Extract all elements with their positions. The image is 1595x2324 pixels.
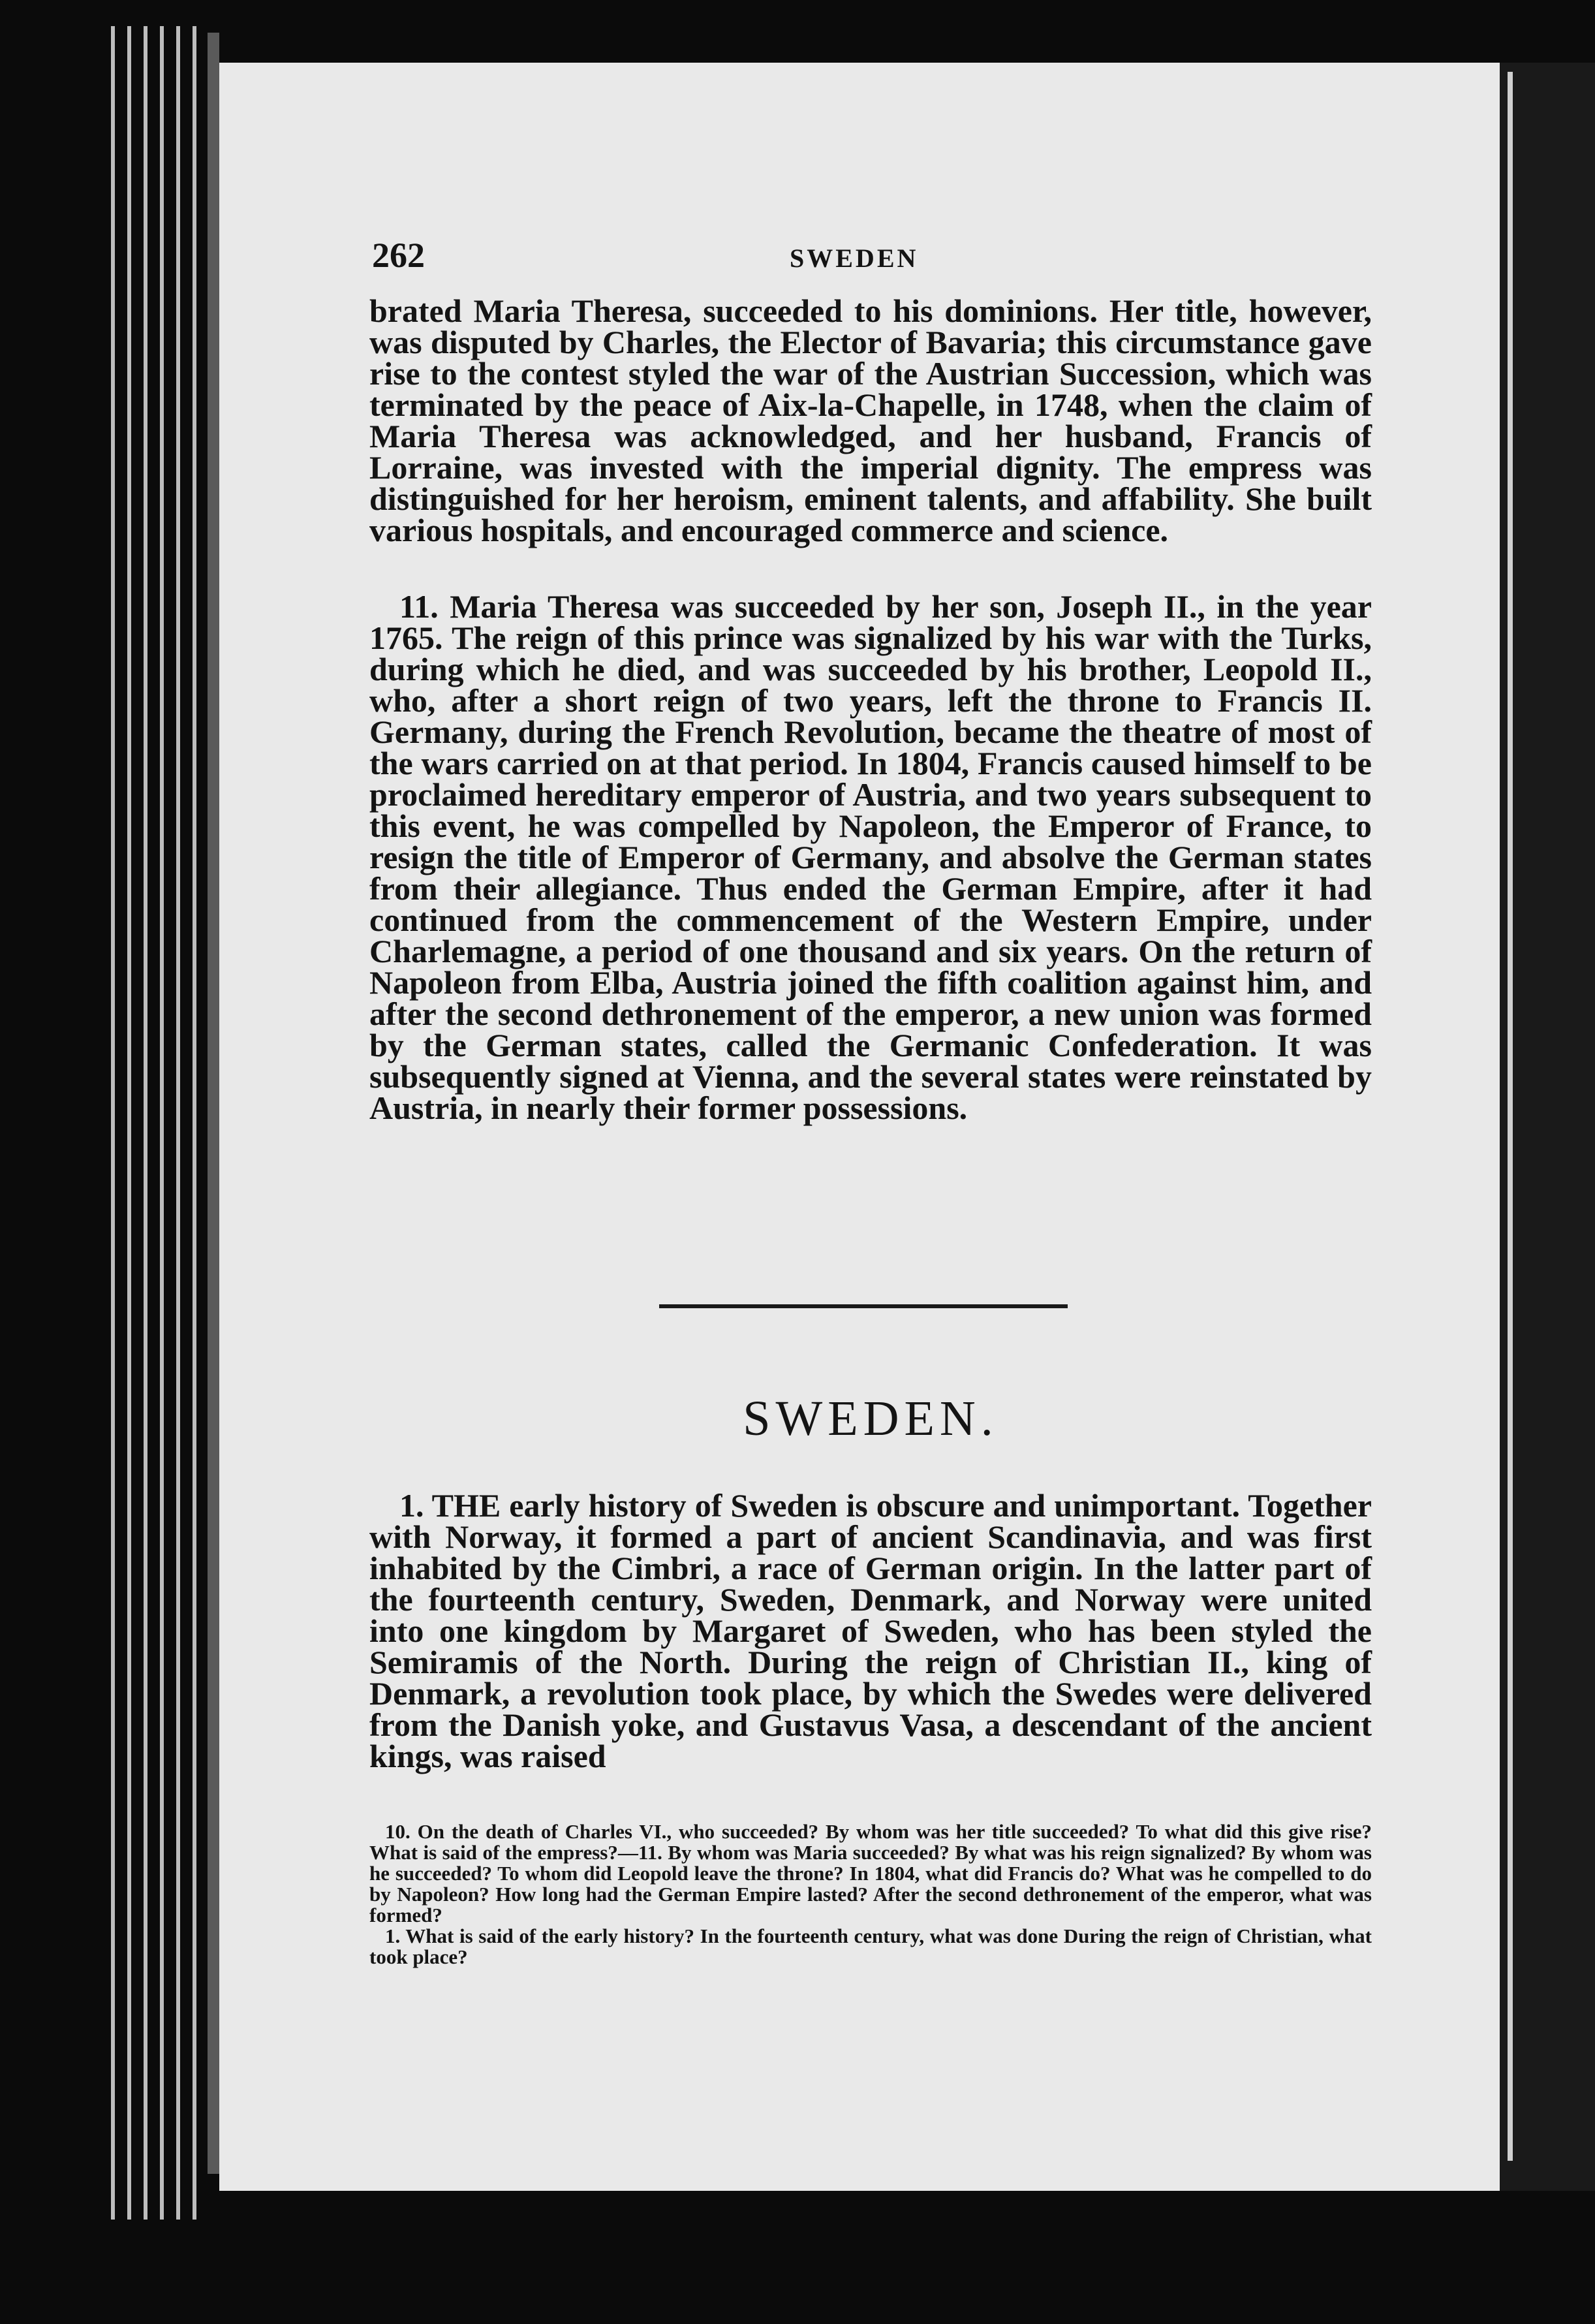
footnote: 10. On the death of Charles VI., who succeeded? By whom was her title succeeded? To what did this give rise? What is said of the empress?—11. By whom was Maria succeeded? By what was his reign signalized? By whom was he succeeded? To whom did Leopold leave the throne? In 1804, what did Francis do? What was he compelled to do by Napoleon? How long had the German Empire lasted? After the second dethronement of the emperor, what was formed? <box>369 1820 1372 1926</box>
footnote: 1. What is said of the early history? In the fourteenth century, what was done During the reign of Christian, what took place? <box>369 1924 1372 1968</box>
running-head: SWEDEN <box>790 243 919 273</box>
right-page-edge-line <box>1508 72 1513 2161</box>
paragraph-text: 1. THE early history of Sweden is obscure and unimportant. Together with Norway, it formed a part of ancient Scandinavia, and was first inhabited by the Cimbri, a race of German origin. In the latter part of the fourteenth century, Sweden, Denmark, and Norway were united into one kingdom by Margaret of Sweden, who has been styled the Semiramis of the North. During the reign of Christian II., king of Denmark, a revolution took place, by which the Swedes were delivered from the Danish yoke, and Gustavus Vasa, a descendant of the ancient kings, was raised <box>369 1487 1372 1774</box>
page-edge-line <box>111 26 115 2220</box>
section-divider <box>659 1304 1068 1308</box>
paragraph-text: brated Maria Theresa, succeeded to his dominions. Her title, however, was disputed by Charles, the Elector of Bavaria; this circumstance gave rise to the contest styled the war of the Austrian Succession, which was terminated by the peace of Aix-la-Chapelle, in 1748, when the claim of Maria Theresa was acknowledged, and her husband, Francis of Lorraine, was invested with the imperial dignity. The empress was distinguished for her heroism, eminent talents, and affability. She built various hospitals, and encouraged commerce and science. <box>369 292 1372 548</box>
page-edge-line <box>144 26 147 2220</box>
footnote-questions <box>369 1821 1372 1968</box>
body-paragraph <box>369 588 1372 1126</box>
page-header <box>372 235 1377 287</box>
gutter-shadow <box>208 33 219 2174</box>
page-edge-line <box>176 26 180 2220</box>
paragraph-text: 11. Maria Theresa was succeeded by her son, Joseph II., in the year 1765. The reign of this prince was signalized by his war with the Turks, during which he died, and was succeeded by his brother, Leopold II., who, after a short reign of two years, left the throne to Francis II. Germany, during the French Revolution, became the theatre of most of the wars carried on at that period. In 1804, Francis caused himself to be proclaimed hereditary emperor of Austria, and two years subsequent to this event, he was compelled by Napoleon, the Emperor of France, to resign the title of Emperor of Germany, and absolve the German states from their allegiance. Thus ended the German Empire, after it had continued from the commencement of the Western Empire, under Charlemagne, a period of one thousand and six years. On the return of Napoleon from Elba, Austria joined the fifth coalition against him, and after the second dethronement of the emperor, a new union was formed by the German states, called the Germanic Confederation. It was subsequently signed at Vienna, and the several states were reinstated by Austria, in nearly their former possessions. <box>369 588 1372 1126</box>
body-paragraph <box>369 1487 1372 1774</box>
page-number: 262 <box>372 236 425 275</box>
section-title: SWEDEN. <box>743 1391 999 1446</box>
right-page-edge <box>1500 63 1595 2191</box>
page-edge-line <box>193 26 196 2220</box>
page-edge-line <box>127 26 131 2220</box>
page-edge-line <box>160 26 164 2220</box>
body-paragraph <box>369 292 1372 548</box>
